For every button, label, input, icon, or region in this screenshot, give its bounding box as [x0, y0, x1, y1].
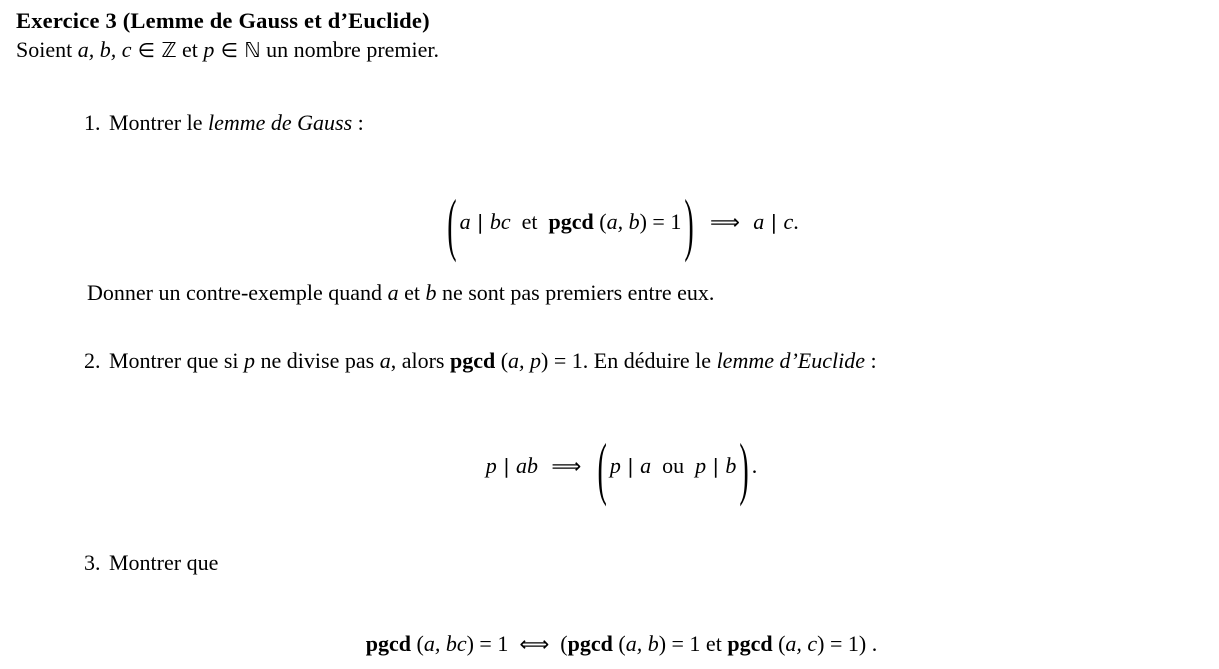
text-segment-sym: | [764, 211, 784, 234]
text-segment-rm: Soient [16, 37, 78, 62]
text-segment-rm: ne divise pas [255, 348, 380, 373]
item-number: 1. [84, 110, 101, 135]
text-segment-rm: ) = 1 et [658, 631, 728, 656]
text-segment-bf: pgcd [548, 209, 594, 234]
text-segment-mi: a [640, 453, 652, 478]
text-segment-rm: Montrer le [109, 110, 208, 135]
text-segment-sym: | [620, 455, 641, 478]
text-segment-bf: pgcd [727, 631, 773, 656]
exercise-title: Exercice 3 (Lemme de Gauss et d’Euclide) [16, 8, 430, 33]
text-segment-mi: c [783, 209, 794, 234]
text-segment-rm: et [176, 37, 204, 62]
text-segment-bf: pgcd [365, 631, 412, 656]
text-segment-rm: Montrer que [109, 550, 219, 575]
text-segment-mi: a, c [785, 631, 818, 656]
text-segment-mi: b [425, 280, 437, 305]
text-segment-rm: un nombre premier. [260, 37, 440, 62]
text-segment-sym: ∈ [214, 39, 245, 62]
list-item-2 [0, 319, 1219, 403]
followup-paragraph [0, 279, 1219, 307]
text-segment-bigp: ( [447, 187, 457, 265]
item-number: 3. [84, 550, 101, 575]
text-segment-bigp: ( [597, 431, 607, 509]
text-segment-rm: ( [411, 631, 424, 656]
text-segment-bigp: ) [684, 187, 694, 265]
text-segment-mi: p [695, 453, 707, 478]
text-segment-rm: ) = 1 [466, 631, 520, 656]
text-segment-rm: ou [651, 453, 696, 478]
text-segment-arr: ⟺ [519, 632, 550, 656]
text-segment-sym: | [496, 455, 517, 478]
text-segment-mi: a [459, 209, 471, 234]
display-formula-3 [0, 619, 1219, 669]
item-text [109, 348, 877, 373]
text-segment-bb: ℕ [244, 38, 261, 62]
text-segment-sym: | [470, 211, 490, 234]
display-formula-1 [0, 171, 1219, 265]
text-segment-it: lemme de Gauss [207, 110, 353, 135]
list-item-1 [0, 81, 1219, 165]
text-segment-mi: ab [516, 453, 539, 478]
text-segment-rm: ( [772, 631, 786, 656]
text-segment-mi: p [609, 453, 621, 478]
item-text [109, 110, 364, 135]
text-segment-sym: ∈ [131, 39, 162, 62]
text-segment-arr: ⟹ [696, 210, 754, 234]
display-formula-2 [0, 413, 1219, 509]
text-segment-mi: a [387, 280, 399, 305]
text-segment-rm: Donner un contre-exemple quand [87, 280, 388, 305]
text-segment-mi: b [725, 453, 737, 478]
text-segment-rm: et [510, 209, 549, 234]
text-segment-rm: ) = 1. En déduire le [541, 348, 717, 373]
text-segment-mi: a, b [606, 209, 640, 234]
text-segment-rm: , alors [390, 348, 450, 373]
text-segment-rm: Montrer que si [109, 348, 245, 373]
text-segment-rm: ( [612, 631, 626, 656]
text-segment-rm: ( [549, 631, 568, 656]
text-segment-mi: bc [489, 209, 511, 234]
list-item-3 [0, 521, 1219, 605]
text-segment-mi: a, p [508, 348, 542, 373]
text-segment-mi: p [485, 453, 497, 478]
item-text [109, 550, 218, 575]
text-segment-arr: ⟹ [538, 454, 595, 478]
intro-line [0, 36, 1219, 65]
text-segment-rm: ne sont pas premiers entre eux. [436, 280, 715, 305]
text-segment-mi: p [203, 37, 215, 62]
text-segment-bb: ℤ [161, 38, 177, 62]
text-segment-rm: : [352, 110, 364, 135]
text-segment-rm: ( [495, 348, 509, 373]
text-segment-bigp: ) [739, 431, 749, 509]
text-segment-bf: pgcd [449, 348, 496, 373]
text-segment-mi: a, b, c [77, 37, 132, 62]
text-segment-rm: . [751, 453, 758, 478]
text-segment-mi: a [753, 209, 765, 234]
text-segment-mi: a [379, 348, 391, 373]
text-segment-bf: pgcd [567, 631, 613, 656]
text-segment-rm: ) = 1 [817, 631, 859, 656]
item-number: 2. [84, 348, 101, 373]
text-segment-it: lemme d’Euclide [716, 348, 865, 373]
text-segment-rm: ) = 1 [639, 209, 682, 234]
text-segment-mi: a, bc [423, 631, 467, 656]
text-segment-rm: ) . [858, 631, 878, 656]
text-segment-sym: | [706, 455, 726, 478]
text-segment-mi: p [244, 348, 256, 373]
text-segment-rm: : [865, 348, 877, 373]
text-segment-rm: ( [593, 209, 607, 234]
text-segment-rm: et [398, 280, 426, 305]
text-segment-mi: a, b [625, 631, 659, 656]
text-segment-rm: . [793, 209, 799, 234]
